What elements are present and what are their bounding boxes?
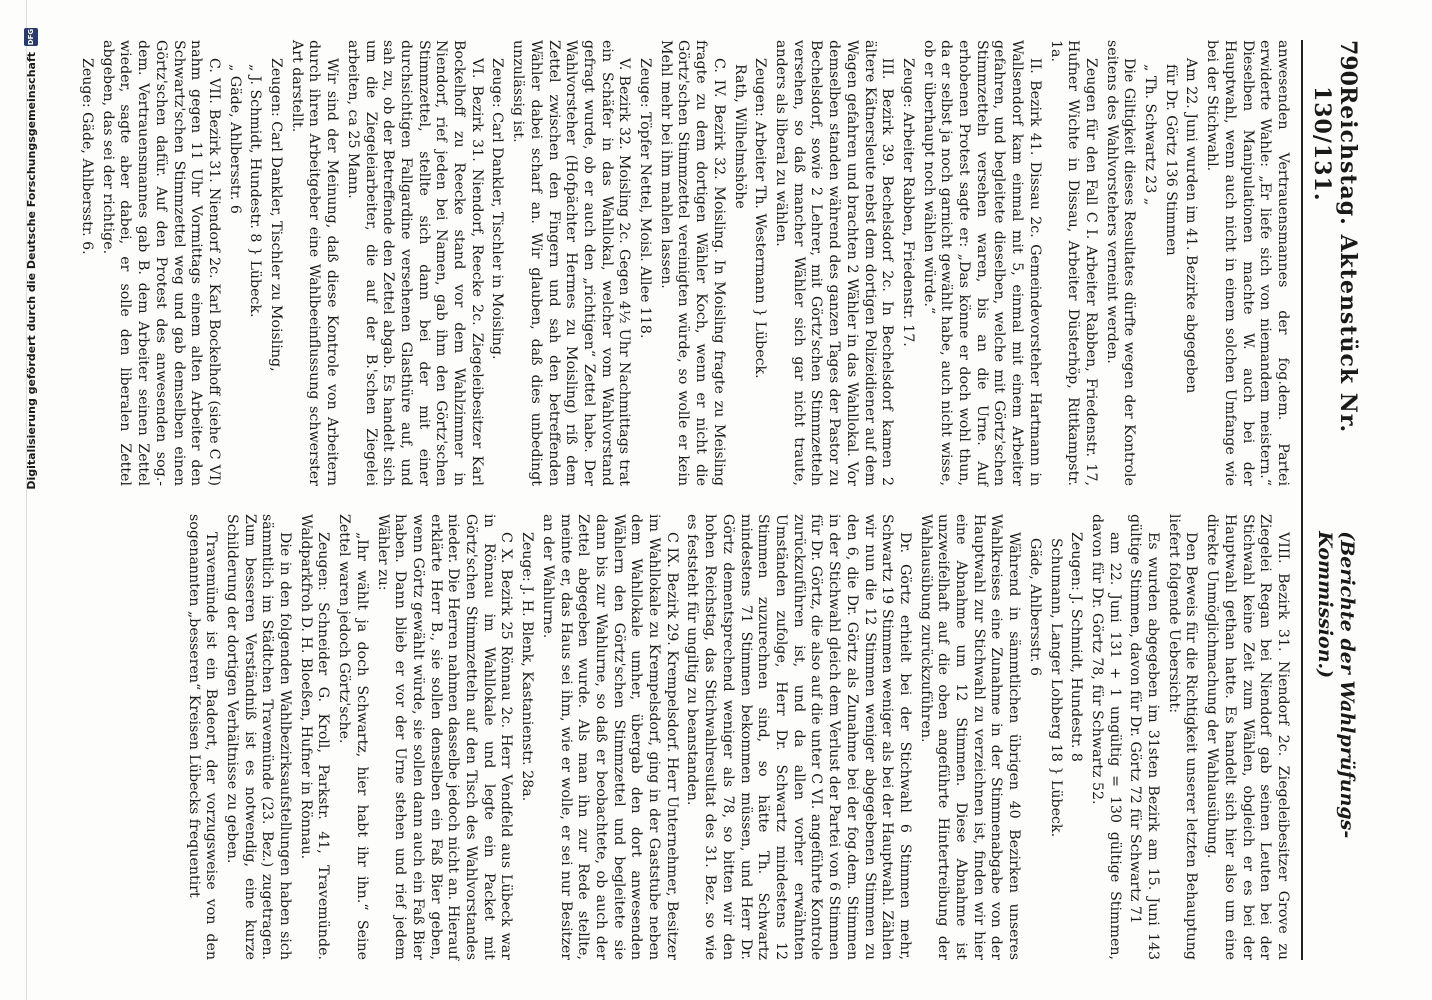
paragraph: VI. Bezirk 31. Niendorf, Reecke 2c. Ziegeleibesitzer Karl Bockelhoff zu Reecke stand vor dem Wahlzimmer in Niendorf, rief jeden bei Namen, gab ihm den Görtz'schen Stimmzettel, stellte sich dann bei der mit einer durchsichtigen Fallgardine versehenen Glasthüre auf, und sah zu, ob der Betreffende den Zettel abgab. Es handelt sich um die Ziegeleiarbeiter, die auf der B.'schen Ziegelei arbeiten, ca 25 Mann. [344,40,485,486]
paragraph: Gäde, Ahlbersstr. 6 [1026,538,1043,677]
page-header [1301,40,1361,960]
paragraph: Zeugen: J. Schmidt, Hundestr. 8 [1068,532,1085,762]
paragraph: Dr. Görtz erhielt bei der Stichwahl 6 Stimmen mehr, Schwartz 19 Stimmen weniger als bei der Hauptwahl. Zählen wir nun die 12 Stimmen weniger abgegebenen Stimmen zu den 6, die Dr. Görtz als Zunahme bei der fog.dem. Stimmen in der Stichwahl gleich dem Verlust der Partei von 6 Stimmen für Dr. Görtz, die also auf die unter C VI. angeführte Kontrole zurückzuführen ist, und da allen vorher erwähnten Umständen zufolge, Herr Dr. Schwartz mindestens 12 Stimmen zuzurechnen sind, so hätte Th. Schwartz mindestens 71 Stimmen bekommen müssen, und Herr Dr. Görtz dementsprechend weniger als 78, so bitten wir den hohen Reichstag, das Stichwahlresultat des 31. Bez. so wie es feststeht für ungiltig zu beanstanden. [684,514,913,960]
paragraph: Den Beweis für die Richtigkeit unserer letzten Behauptung liefert folgende Uebersicht: [1165,514,1200,960]
running-head: (Berichte der Wahlprüfungs-Kommission.) [1314,531,1358,839]
paragraph: Zeugen: Schneider G. Kroll, Parkstr. 41, Travemünde. Waldparkfroh D. H. Bloeßen, Hufner in Rönnau. [297,514,332,960]
paragraph: Zeugen: Arbeiter Th. Westermann } Lübeck. [752,58,769,379]
paragraph: Travemünde ist ein Badeort, der vorzugsweise von den sogenannten „besseren“ Kreisen Lübecks frequentirt [185,514,220,960]
paragraph: C. IV. Bezirk 32. Moisling. In Moisling fragte zu Meisling fragte zu dem dortigen Wähler Koch, wenn er nicht die Görtz'schen Stimmzettel vereinigten würde, so wolle er kein Mehl mehr bei ihm mahlen lassen. [657,40,727,486]
paragraph: Rath, Wilhelmshöhe [731,64,748,209]
paragraph: Die Giltigkeit dieses Resultates dürfte wegen der Kontrole seitens des Wahlvorstehers verneint werden. [1103,40,1138,486]
digitization-credit: Digitalisierung gefördert durch die Deutsche Forschungsgemeinschaft [24,52,38,490]
page-number: 790 [1335,40,1361,86]
paragraph: „ Gäde, Ahlbersstr. 6 [226,64,243,214]
paragraph: C X. Bezirk 25 Rönnau 2c. Herr Vendfeld aus Lübeck war in Rönnau im Wahllokale und legte ein Packet mit Görtz'schen Stimmzetteln auf den Tisch des Wahlvorstandes nieder. Die Herren nahmen dasselbe jedoch nicht an. Hierauf erklärte Herr B., sie sollen denselben ein Faß Bier geben, wenn Görtz gewählt würde, sie sollen dann auch ein Faß Bier haben. Dann blieb er vor der Urne stehen und rief jedem Wähler zu: [374,514,515,960]
paragraph: III. Bezirk 39. Bechelsdorf 2c. In Bechelsdorf kamen 2 ältere Kätnersleute nebst dem dortigen Polizeidiener auf dem Wagen gefahren und brachten 2 Wähler in das Wahllokal. Vor demselben standen während des ganzen Tages der Pastor zu Bechelsdorf, sowie 2 Lehrer, mit Görtz'schen Stimmzetteln versehen, so daß mancher Wähler sich gar nicht traute, anders als liberal zu wählen. [773,40,896,486]
paragraph: Zeuge: Arbeiter Rabben, Friedenstr. 17. [899,58,916,347]
paragraph: Es wurden abgegeben im 31sten Bezirk am 15. Juni 143 gültige Stimmen, davon für Dr. Görtz 72 für Schwartz 71 [1127,514,1162,960]
paragraph: II. Bezirk 41. Dissau 2c. Gemeindevorsteher Hartmann in Wallsendorf kam einmal mit 5, einmal mit einem Arbeiter gefahren, und begleitete dieselben, welche mit Görtz'schen Stimmzetteln versehen waren, bis an die Urne. Auf erhobenen Protest sagte er: „Das könne er doch wohl thun, da er selbst ja noch garnicht gewählt habe, auch nicht wisse, ob er überhaupt noch wählen würde.“ [920,40,1043,486]
paragraph: Zeuge: J. H. Blenk, Kastanienstr. 28a. [519,532,536,802]
page-title: Reichstag. Aktenstück Nr. 130/131. [1309,85,1361,434]
paragraph: „ J. Schmidt, Hundestr. 8 } Lübeck. [247,64,264,318]
paragraph: V. Bezirk 32. Moisling 2c. Gegen 4½ Uhr Nachmittags trat ein Schäfer in das Wahllokal, welcher vom Wahlvorstand gefragt wurde, ob er auch den „richtigen“ Zettel habe. Der Wahlvorsteher (Hofpächter Hermes zu Moisling) riß dem Zettel zwischen den Fingern und sah den betreffenden Wähler dabei scharf an. Wir glauben, daß dies unbedingt unzulässig ist. [510,40,633,486]
paragraph: Die in den folgenden Wahlbezirksaufstellungen haben sich sämmtlich im Städtchen Travemünde (23. Bez.) zugetragen. Zum besseren Verständniß ist es notwendig, eine kurze Schilderung der dortigen Verhältnisse zu geben. [223,514,294,960]
paragraph: „Ihr wählt ja doch Schwartz, hier habt ihr ihn.“ Seine Zettel waren jedoch Görtz'sche. [336,514,370,960]
text-columns [79,40,1291,960]
paragraph: am 22. Juni 131 + 1 ungültig = 130 gültige Stimmen, davon für Dr. Görtz 78, für Schwartz 52. [1088,514,1123,960]
left-column [79,40,1291,486]
paragraph: C. VII. Bezirk 31. Niendorf 2c. Karl Bockelhoff (siehe C VI) nahm gegen 11 Uhr Vormittags einem alten Arbeiter den Schwartz'schen Stimmzettel weg und gab demselben einen Görtz'schen dafür. Auf den Protest des anwesenden sog.-dem. Vertrauensmannes gab B. dem Arbeiter seinen Zettel wieder, sagte aber dabei, er solle den liberalen Zettel abgeben, das sei der richtige. [99,40,222,486]
dfg-logo: DFG [24,28,38,46]
paragraph: VIII. Bezirk 31. Niendorf 2c. Ziegeleibesitzer Grove zu Ziegelei Regan bei Niendorf gab seinen Leuten bei der Stichwahl keine Zeit zum Wählen, obgleich er es bei der Hauptwahl gethan hatte. Es handelt sich hier also um eine direkte Unmöglichmachung der Wahlausübung. [1204,514,1291,960]
right-column [185,514,1291,960]
paragraph: Während in sämmtlichen übrigen 40 Bezirken unseres Wahlkreises eine Zunahme in der Stimmenabgabe von der Hauptwahl zur Stichwahl zu verzeichnen ist, finden wir hier eine Abnahme um 12 Stimmen. Diese Abnahme ist unzweifelhaft auf die oben angeführte Hintertreibung der Wahlausübung zurückzuführen. [917,514,1023,960]
paragraph: Zeuge: Gäde, Ahlbersstr. 6. [79,58,95,255]
paragraph: Zeuge: Töpfer Nettel, Moisl. Allee 118. [637,58,654,339]
paragraph: Schumann, Langer Lohberg 18 } Lübeck. [1047,538,1064,838]
paragraph: für Dr. Görtz 136 Stimmen [1162,64,1179,256]
paragraph: „ Th. Schwartz 23 „ [1142,64,1159,206]
paragraph: C IX. Bezirk 29. Krempelsdorf. Herr Unternehmer, Besitzer im Wahllokale zu Krempelsdorf, ging in der Gaststube neben dem Wahllokale umher, übergab den dort anwesenden Wählern den Görtz'schen Stimmzettel und begleitete sie dann bis zur Wahlurne, so daß er beobachtete, ob auch der Zettel abgegeben wurde. Als man ihn zur Rede stellte, meinte er, das Haus sei ihm, wie er wolle, er sei nur Besitzer an der Wahlurne. [539,514,680,960]
paragraph: anwesenden Vertrauensmannes der fog.dem. Partei erwiderte Wahle: „Er liefe sich von niemandem meistern.“ Dieselben Manipulationen machte W. auch bei der Hauptwahl, wenn auch nicht in einem solchen Umfange wie bei der Stichwahl. [1204,40,1291,486]
paragraph: Wir sind der Meinung, daß diese Kontrole von Arbeitern durch ihren Arbeitgeber eine Wahlbeeinflussung schwerster Art darstellt. [288,40,341,486]
paragraph: Zeugen für den Fall C I. Arbeiter Rabben, Friedenstr. 17, Hufner Wichte in Dissau, Arbeiter Düsterhöp, Rittkampstr. 1a. [1047,40,1099,486]
paragraph: Am 22. Juni wurden im 41. Bezirke abgegeben [1183,58,1200,394]
rotated-document-page [15,0,1395,1000]
paragraph: Zeuge: Carl Dankler, Tischler in Moisling. [489,58,506,360]
paragraph: Zeugen: Carl Dankler, Tischler zu Moisling, [268,58,285,372]
